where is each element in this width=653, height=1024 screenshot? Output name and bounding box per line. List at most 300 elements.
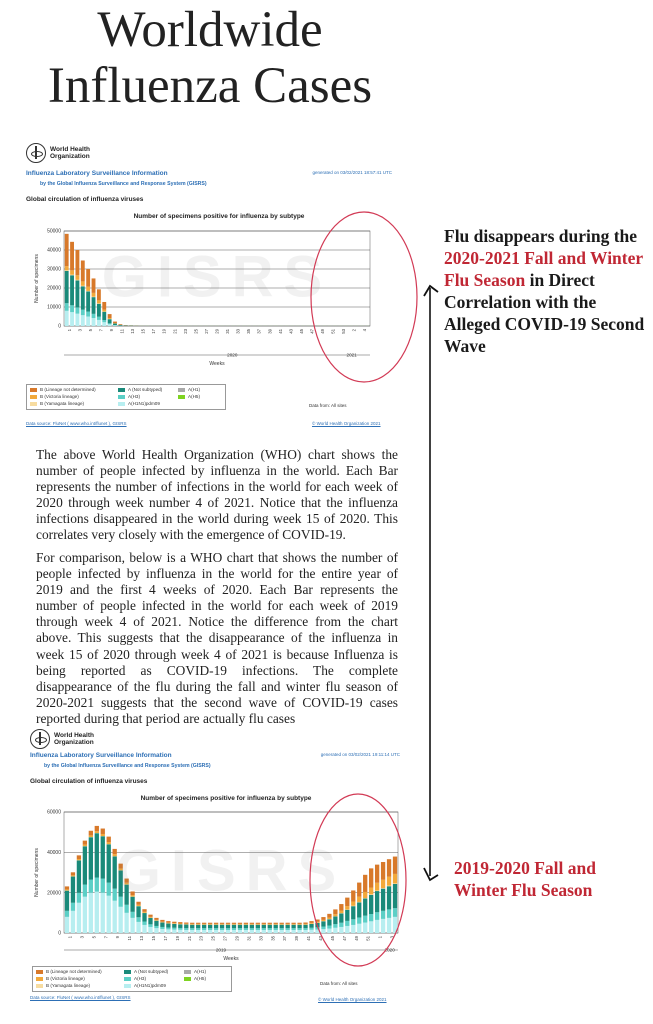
legend-swatch bbox=[184, 970, 191, 974]
x-tick-label: 27 bbox=[203, 329, 209, 334]
bar-segment bbox=[65, 271, 69, 303]
bar-segment bbox=[381, 888, 385, 889]
legend-swatch bbox=[36, 977, 43, 981]
bar-segment bbox=[321, 929, 325, 933]
lab-subtitle: by the Global Influenza Surveillance and Response System (GISRS) bbox=[40, 181, 207, 187]
bar-segment bbox=[321, 927, 325, 930]
legend-swatch bbox=[124, 970, 131, 974]
bar-segment bbox=[65, 886, 69, 889]
x-tick-label: 45 bbox=[298, 329, 304, 334]
bar-segment bbox=[291, 923, 295, 924]
bar-segment bbox=[190, 928, 194, 930]
bar-segment bbox=[232, 928, 236, 930]
legend-swatch bbox=[36, 984, 43, 988]
chart-2-legend bbox=[32, 966, 232, 992]
bar-segment bbox=[142, 922, 146, 925]
bar-segment bbox=[387, 909, 391, 917]
bar-segment bbox=[357, 917, 361, 923]
y-tick-label: 40000 bbox=[47, 849, 61, 856]
bar-segment bbox=[280, 923, 284, 924]
bar-segment bbox=[124, 905, 128, 913]
x-tick-label: 13 bbox=[139, 936, 145, 941]
bar-segment bbox=[101, 893, 105, 933]
legend-item-a-h5 bbox=[184, 976, 234, 981]
bar-segment bbox=[268, 928, 272, 930]
year-label: 2020 bbox=[384, 947, 395, 953]
bar-segment bbox=[97, 289, 101, 300]
bar-segment bbox=[97, 304, 101, 317]
x-tick-label: 19 bbox=[161, 329, 167, 334]
bar-segment bbox=[70, 275, 74, 276]
bar-segment bbox=[101, 836, 105, 878]
bar-segment bbox=[184, 923, 188, 924]
bar-segment bbox=[107, 844, 111, 882]
x-tick-label: 45 bbox=[329, 936, 335, 941]
x-tick-label: 5 bbox=[87, 329, 93, 332]
legend-label: A(H3) bbox=[134, 976, 146, 981]
bar-segment bbox=[86, 287, 90, 291]
bar-segment bbox=[297, 924, 301, 925]
x-tick-label: 23 bbox=[198, 936, 204, 941]
x-tick-label: 3 bbox=[79, 936, 85, 939]
bar-segment bbox=[184, 925, 188, 929]
bar-segment bbox=[286, 930, 290, 933]
bar-segment bbox=[101, 829, 105, 834]
bar-segment bbox=[381, 919, 385, 933]
bar-segment bbox=[339, 927, 343, 933]
bar-segment bbox=[375, 883, 379, 891]
bar-segment bbox=[160, 920, 164, 922]
x-tick-label: 13 bbox=[130, 329, 136, 334]
bar-segment bbox=[83, 885, 87, 897]
arrowhead-down-icon bbox=[424, 868, 438, 880]
bar-segment bbox=[381, 862, 385, 880]
gisrs-watermark: GISRS bbox=[101, 244, 333, 310]
bar-segment bbox=[262, 930, 266, 933]
bar-segment bbox=[130, 918, 134, 933]
bar-segment bbox=[286, 925, 290, 928]
bar-segment bbox=[86, 291, 90, 311]
bar-segment bbox=[154, 920, 158, 921]
bar-segment bbox=[244, 925, 248, 928]
x-tick-label: 37 bbox=[282, 936, 288, 941]
bar-segment bbox=[286, 924, 290, 925]
bar-segment bbox=[339, 911, 343, 914]
year-label: 2021 bbox=[346, 352, 357, 358]
bar-segment bbox=[256, 928, 260, 930]
bar-segment bbox=[81, 310, 85, 316]
bar-segment bbox=[232, 923, 236, 924]
title-line-2: Influenza Cases bbox=[47, 58, 373, 114]
who-name-line-2: Organization bbox=[50, 153, 90, 160]
legend-label: A(H5) bbox=[188, 394, 200, 399]
bar-segment bbox=[97, 300, 101, 303]
bar-segment bbox=[214, 924, 218, 925]
bar-segment bbox=[291, 924, 295, 925]
bar-segment bbox=[387, 877, 391, 886]
bar-segment bbox=[220, 924, 224, 925]
bar-segment bbox=[65, 917, 69, 933]
bar-segment bbox=[363, 899, 367, 916]
legend-label: A(H1) bbox=[194, 969, 206, 974]
bar-segment bbox=[351, 919, 355, 925]
legend-label: A (Not subtyped) bbox=[128, 387, 163, 392]
legend-swatch bbox=[30, 388, 37, 392]
who-emblem-icon bbox=[30, 729, 50, 749]
y-axis-label: Number of specimens bbox=[34, 848, 40, 897]
bar-segment bbox=[363, 916, 367, 923]
x-tick-label: 3 bbox=[77, 329, 83, 332]
chart-2-plot bbox=[28, 806, 406, 968]
bar-segment bbox=[375, 912, 379, 920]
data-from-note: Data from: All sites bbox=[309, 403, 347, 408]
bar-segment bbox=[262, 923, 266, 924]
bar-segment bbox=[274, 928, 278, 930]
y-tick-label: 20000 bbox=[47, 890, 61, 897]
bar-segment bbox=[321, 920, 325, 921]
x-tick-label: 9 bbox=[108, 329, 114, 332]
bar-segment bbox=[220, 925, 224, 928]
bar-segment bbox=[238, 930, 242, 933]
bar-segment bbox=[333, 928, 337, 933]
legend-item-b-yamagata bbox=[30, 401, 118, 406]
x-tick-label: 47 bbox=[309, 329, 315, 334]
legend-swatch bbox=[184, 977, 191, 981]
bar-segment bbox=[250, 925, 254, 928]
legend-swatch bbox=[124, 977, 131, 981]
bar-segment bbox=[280, 928, 284, 930]
x-tick-label: 31 bbox=[225, 329, 231, 334]
bar-segment bbox=[226, 923, 230, 924]
bar-segment bbox=[357, 897, 361, 902]
bar-segment bbox=[369, 895, 373, 914]
bar-segment bbox=[97, 320, 101, 326]
bar-segment bbox=[107, 837, 111, 842]
bar-segment bbox=[190, 925, 194, 928]
bar-segment bbox=[172, 930, 176, 933]
bar-segment bbox=[375, 920, 379, 933]
x-tick-label: 17 bbox=[151, 329, 157, 334]
bar-segment bbox=[190, 924, 194, 925]
legend-item-b-victoria bbox=[36, 976, 124, 981]
legend-label: A(H3) bbox=[128, 394, 140, 399]
bar-segment bbox=[108, 319, 112, 323]
bar-segment bbox=[214, 928, 218, 930]
bar-segment bbox=[208, 928, 212, 930]
bar-segment bbox=[75, 250, 79, 275]
bar-segment bbox=[172, 922, 176, 923]
annotation-bottom: 2019-2020 Fall and Winter Flu Season bbox=[454, 858, 596, 900]
gisrs-watermark: GISRS bbox=[115, 838, 347, 904]
section-heading: Global circulation of influenza viruses bbox=[30, 778, 148, 785]
bar-segment bbox=[274, 925, 278, 928]
bar-segment bbox=[77, 859, 81, 860]
bar-segment bbox=[83, 846, 87, 884]
y-tick-label: 20000 bbox=[47, 285, 61, 292]
bar-segment bbox=[108, 318, 112, 319]
legend-label: A(H5) bbox=[194, 976, 206, 981]
x-tick-label: 17 bbox=[162, 936, 168, 941]
legend-swatch bbox=[124, 984, 131, 988]
bar-segment bbox=[77, 893, 81, 903]
generated-timestamp: generated on 03/02/2021 18:57:41 UTC bbox=[312, 170, 392, 175]
generated-timestamp: generated on 03/02/2021 19:11:14 UTC bbox=[320, 752, 400, 757]
bar-segment bbox=[363, 892, 367, 898]
data-source-link[interactable]: Data source: FluNet ( www.who.int/flunet ), GISRS bbox=[26, 421, 127, 426]
who-emblem-icon bbox=[26, 143, 46, 163]
bar-segment bbox=[369, 894, 373, 895]
bar-segment bbox=[184, 930, 188, 933]
legend-swatch bbox=[30, 402, 37, 406]
bar-segment bbox=[95, 833, 99, 877]
bar-segment bbox=[154, 928, 158, 933]
bar-segment bbox=[108, 324, 112, 326]
bar-segment bbox=[202, 923, 206, 924]
bar-segment bbox=[92, 278, 96, 292]
bar-segment bbox=[148, 917, 152, 918]
bar-segment bbox=[381, 889, 385, 911]
bar-segment bbox=[238, 925, 242, 928]
legend-item-a-h5 bbox=[178, 394, 228, 399]
bar-segment bbox=[369, 921, 373, 933]
bar-segment bbox=[297, 930, 301, 933]
bar-segment bbox=[387, 886, 391, 887]
bar-segment bbox=[89, 880, 93, 893]
x-tick-label: 3 bbox=[389, 936, 395, 939]
bar-segment bbox=[178, 930, 182, 933]
x-tick-label: 4 bbox=[362, 329, 368, 332]
chart-title: Number of specimens positive for influenza by subtype bbox=[133, 213, 305, 220]
lab-subtitle: by the Global Influenza Surveillance and Response System (GISRS) bbox=[44, 763, 211, 769]
bar-segment bbox=[268, 925, 272, 928]
bar-segment bbox=[226, 930, 230, 933]
bar-segment bbox=[238, 923, 242, 924]
bar-segment bbox=[333, 916, 337, 924]
x-tick-label: 19 bbox=[174, 936, 180, 941]
bar-segment bbox=[101, 834, 105, 836]
bar-segment bbox=[214, 925, 218, 928]
bar-segment bbox=[172, 924, 176, 928]
bar-segment bbox=[160, 923, 164, 927]
legend-swatch bbox=[118, 395, 125, 399]
legend-item-b-yamagata bbox=[36, 983, 124, 988]
bar-segment bbox=[393, 874, 397, 883]
bar-segment bbox=[113, 322, 117, 324]
x-tick-label: 2 bbox=[351, 329, 357, 332]
x-tick-label: 47 bbox=[341, 936, 347, 941]
lab-title: Influenza Laboratory Surveillance Information bbox=[26, 170, 168, 177]
legend-label: B (Victoria lineage) bbox=[46, 976, 85, 981]
legend-item-b-victoria bbox=[30, 394, 118, 399]
bar-segment bbox=[339, 904, 343, 910]
bar-segment bbox=[256, 925, 260, 928]
x-tick-label: 53 bbox=[341, 329, 347, 334]
bar-segment bbox=[178, 928, 182, 930]
bar-segment bbox=[75, 275, 79, 280]
bar-segment bbox=[86, 269, 90, 287]
bar-segment bbox=[81, 286, 85, 309]
bar-segment bbox=[303, 923, 307, 924]
bar-segment bbox=[286, 928, 290, 930]
bar-segment bbox=[95, 831, 99, 833]
bar-segment bbox=[297, 925, 301, 928]
bar-segment bbox=[178, 922, 182, 923]
x-tick-label: 11 bbox=[119, 329, 125, 334]
legend-item-a-not-subtyped bbox=[124, 969, 184, 974]
bar-segment bbox=[77, 855, 81, 859]
bar-segment bbox=[65, 270, 69, 271]
bar-segment bbox=[101, 879, 105, 893]
bar-segment bbox=[274, 924, 278, 925]
bar-segment bbox=[113, 324, 117, 326]
legend-swatch bbox=[36, 970, 43, 974]
annotation-top-text-1: Flu disappears during the bbox=[444, 226, 638, 246]
x-axis-label: Weeks bbox=[223, 956, 239, 962]
bar-segment bbox=[113, 901, 117, 933]
bar-segment bbox=[95, 826, 99, 831]
bar-segment bbox=[102, 310, 106, 312]
x-tick-label: 33 bbox=[258, 936, 264, 941]
chart-1-legend bbox=[26, 384, 226, 410]
bar-segment bbox=[86, 317, 90, 327]
legend-label: B (Victoria lineage) bbox=[40, 394, 79, 399]
annotation-top bbox=[444, 225, 649, 357]
bar-segment bbox=[351, 925, 355, 933]
bar-segment bbox=[256, 930, 260, 933]
bar-segment bbox=[208, 925, 212, 928]
x-tick-label: 7 bbox=[98, 329, 104, 332]
bar-segment bbox=[83, 845, 87, 846]
bar-segment bbox=[154, 918, 158, 920]
bar-segment bbox=[244, 930, 248, 933]
bar-segment bbox=[375, 890, 379, 891]
bar-segment bbox=[238, 924, 242, 925]
x-tick-label: 21 bbox=[172, 329, 178, 334]
bar-segment bbox=[92, 314, 96, 318]
x-tick-label: 9 bbox=[115, 936, 121, 939]
connector-arrow bbox=[418, 278, 442, 890]
legend-label: B (Lineage not determined) bbox=[46, 969, 102, 974]
bar-segment bbox=[303, 930, 307, 933]
legend-swatch bbox=[30, 395, 37, 399]
bar-segment bbox=[65, 891, 69, 911]
bar-segment bbox=[357, 883, 361, 897]
copyright-link[interactable]: © World Health Organization 2021 bbox=[318, 997, 387, 1002]
bar-segment bbox=[339, 923, 343, 927]
legend-swatch bbox=[118, 402, 125, 406]
bar-segment bbox=[92, 318, 96, 326]
x-tick-label: 49 bbox=[353, 936, 359, 941]
bar-segment bbox=[274, 923, 278, 924]
x-tick-label: 1 bbox=[67, 936, 73, 939]
x-tick-label: 29 bbox=[214, 329, 220, 334]
legend-item-b-lineage-nd bbox=[36, 969, 124, 974]
bar-segment bbox=[113, 325, 117, 326]
x-tick-label: 39 bbox=[294, 936, 300, 941]
legend-label: A(H1N1)pdm09 bbox=[134, 983, 166, 988]
bar-segment bbox=[71, 872, 75, 875]
title-line-1: Worldwide bbox=[97, 2, 323, 58]
bar-segment bbox=[387, 859, 391, 877]
bar-segment bbox=[268, 930, 272, 933]
bar-segment bbox=[184, 924, 188, 925]
bar-segment bbox=[178, 924, 182, 925]
bar-segment bbox=[250, 930, 254, 933]
bar-segment bbox=[119, 907, 123, 933]
bar-segment bbox=[303, 928, 307, 930]
bar-segment bbox=[244, 928, 248, 930]
x-tick-label: 25 bbox=[210, 936, 216, 941]
bar-segment bbox=[136, 905, 140, 906]
year-label: 2020 bbox=[227, 352, 238, 358]
bar-segment bbox=[214, 923, 218, 924]
bar-segment bbox=[262, 925, 266, 928]
bar-segment bbox=[196, 923, 200, 924]
bar-segment bbox=[75, 280, 79, 281]
x-tick-label: 43 bbox=[288, 329, 294, 334]
bar-segment bbox=[142, 912, 146, 913]
year-label: 2019 bbox=[215, 947, 227, 953]
bar-segment bbox=[280, 925, 284, 928]
bar-segment bbox=[280, 930, 284, 933]
bar-segment bbox=[166, 929, 170, 933]
legend-swatch bbox=[178, 388, 185, 392]
annotation-top-highlight: 2020-2021 Fall and Winter Flu Season bbox=[444, 248, 643, 290]
bar-segment bbox=[154, 921, 158, 926]
paragraph-2: For comparison, below is a WHO chart that shows the number of people infected by influenza in the world for the entire year of 2019 and the first 4 weeks of 2020. Each Bar represents the number of people infected in the world for each week of 2019 through week 4 of 2021. Notice the difference from the chart above. This suggests that the disappearance of the influenza in week 15 of 2020 through week 4 of 2021 is because Influenza is being reported as COVID-19 infections. The complete disappearance of the flu during the fall and winter flu season of 2020-2021 suggests that the second wave of COVID-19 cases reported during that period are actually flu cases bbox=[36, 550, 398, 726]
x-tick-label: 49 bbox=[320, 329, 326, 334]
bar-segment bbox=[393, 884, 397, 908]
bar-segment bbox=[220, 923, 224, 924]
bar-segment bbox=[83, 841, 87, 845]
x-tick-label: 33 bbox=[235, 329, 241, 334]
who-logo bbox=[30, 729, 94, 749]
bar-segment bbox=[108, 323, 112, 324]
bar-segment bbox=[202, 930, 206, 933]
bar-segment bbox=[172, 928, 176, 930]
x-tick-label: 7 bbox=[103, 936, 109, 939]
bar-segment bbox=[65, 303, 69, 311]
bar-segment bbox=[309, 923, 313, 924]
bar-segment bbox=[70, 242, 74, 271]
bar-segment bbox=[71, 877, 75, 903]
bar-segment bbox=[226, 928, 230, 930]
x-tick-label: 41 bbox=[306, 936, 312, 941]
bar-segment bbox=[268, 923, 272, 924]
x-tick-label: 27 bbox=[222, 936, 228, 941]
annotation-top-text-2: in Direct Correlation with the Alleged COVID-19 Second Wave bbox=[444, 270, 645, 356]
data-source-link[interactable]: Data source: FluNet ( www.who.int/flunet ), GISRS bbox=[30, 995, 131, 1000]
bar-segment bbox=[196, 924, 200, 925]
bar-segment bbox=[381, 911, 385, 919]
bar-segment bbox=[369, 888, 373, 895]
bar-segment bbox=[81, 315, 85, 326]
who-name-line-2: Organization bbox=[54, 739, 94, 746]
copyright-link[interactable]: © World Health Organization 2021 bbox=[312, 421, 381, 426]
bar-segment bbox=[208, 924, 212, 925]
bar-segment bbox=[81, 260, 85, 281]
bar-segment bbox=[172, 923, 176, 924]
x-tick-label: 15 bbox=[150, 936, 156, 941]
x-tick-label: 51 bbox=[365, 936, 371, 941]
bar-segment bbox=[333, 924, 337, 928]
bar-segment bbox=[357, 924, 361, 933]
bar-segment bbox=[238, 928, 242, 930]
bar-segment bbox=[351, 902, 355, 906]
bar-segment bbox=[118, 324, 122, 325]
bar-segment bbox=[166, 923, 170, 924]
x-tick-label: 25 bbox=[193, 329, 199, 334]
